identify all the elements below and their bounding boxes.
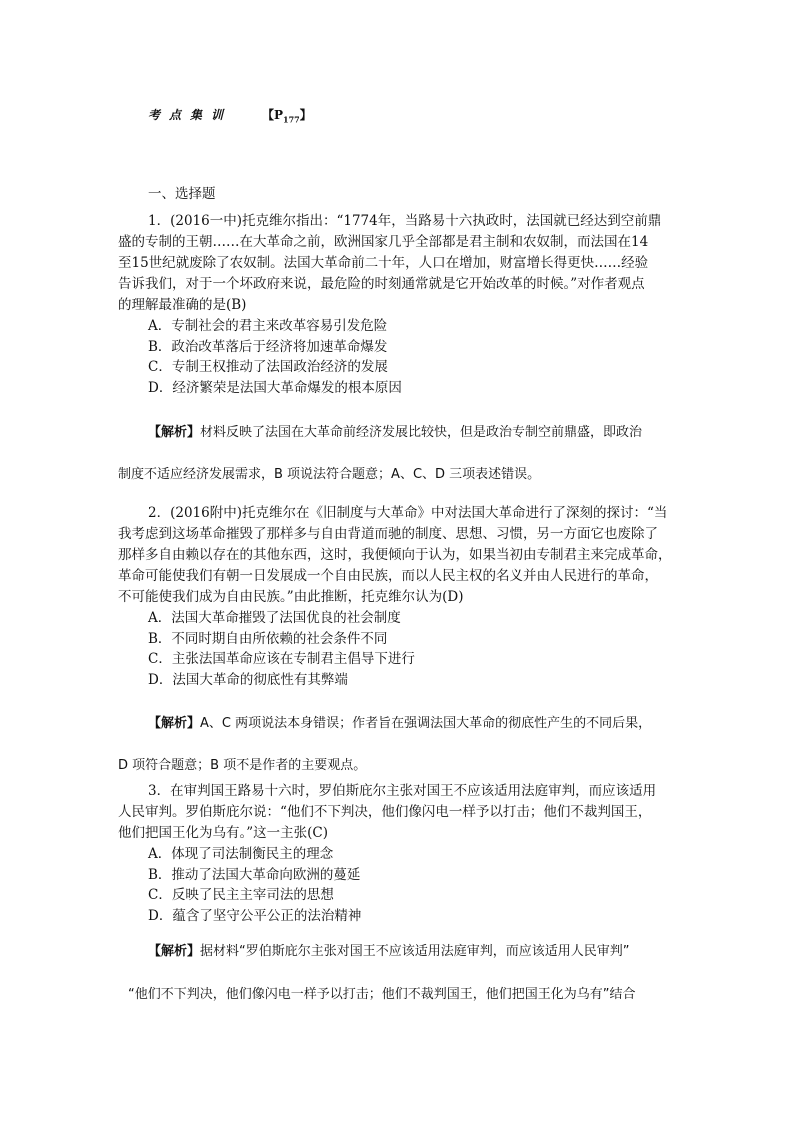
option-b: B．不同时期自由所依赖的社会条件不同 xyxy=(148,630,388,647)
analysis-tag: 【解析】 xyxy=(148,425,201,440)
page-reference: 【$P_{177}$】 xyxy=(262,108,312,125)
question-stem-line: 革命可能使我们有朝一日发展成一个自由民族，而以人民主权的名义并由人民进行的革命， xyxy=(118,568,658,584)
option-c: C．主张法国革命应该在专制君主倡导下进行 xyxy=(148,651,415,667)
analysis-text: D 项符合题意；B 项不是作者的主要观点。 xyxy=(118,758,367,773)
question-stem-line: 1．(2016一中)托克维尔指出：“1774年，当路易十六执政时，法国就已经达到空前鼎 xyxy=(148,213,662,229)
option-a: A．体现了司法制衡民主的理念 xyxy=(148,846,334,862)
analysis-2 xyxy=(118,712,678,773)
option-a: A．专制社会的君主来改革容易引发危险 xyxy=(148,318,388,334)
option-a: A．法国大革命摧毁了法国优良的社会制度 xyxy=(148,610,401,626)
question-3 xyxy=(118,781,678,926)
header-title: 考点集训 xyxy=(148,108,233,122)
option-c: C．专制王权推动了法国政治经济的发展 xyxy=(148,359,388,375)
question-stem-line: 我考虑到这场革命摧毁了那样多与自由背道而驰的制度、思想、习惯，另一方面它也废除了 xyxy=(118,526,658,542)
option-c: C．反映了民主主宰司法的思想 xyxy=(148,887,334,903)
section-title: 一、选择题 xyxy=(148,186,216,202)
analysis-text: 制度不适应经济发展需求，B 项说法符合题意；A、C、D 三项表述错误。 xyxy=(118,467,541,482)
analysis-text: 据材料“罗伯斯庇尔主张对国王不应该适用法庭审判，而应该适用人民审判” xyxy=(200,944,630,959)
question-stem-line: 他们把国王化为乌有。”这一主张(C) xyxy=(118,825,329,841)
option-b: B．推动了法国大革命向欧洲的蔓延 xyxy=(148,866,361,883)
question-stem-line: 的理解最准确的是(B) xyxy=(118,297,247,313)
option-b: B．政治改革落后于经济将加速革命爆发 xyxy=(148,338,388,355)
question-stem-line: 2．(2016附中)托克维尔在《旧制度与大革命》中对法国大革命进行了深刻的探讨：“当 xyxy=(148,505,668,521)
analysis-text: A、C 两项说法本身错误；作者旨在强调法国大革命的彻底性产生的不同后果， xyxy=(200,716,652,731)
analysis-1 xyxy=(118,421,678,482)
analysis-tag: 【解析】 xyxy=(148,716,201,731)
question-1 xyxy=(118,211,678,398)
analysis-text: “他们不下判决，他们像闪电一样予以打击；他们不裁判国王，他们把国王化为乌有”结合 xyxy=(128,987,636,1002)
question-stem-line: 盛的专制的王朝……在大革命之前，欧洲国家几乎全部都是君主制和农奴制，而法国在14 xyxy=(118,234,649,250)
question-stem-line: 人民审判。罗伯斯庇尔说：“他们不下判决，他们像闪电一样予以打击；他们不裁判国王， xyxy=(118,804,652,820)
question-stem-line: 那样多自由赖以存在的其他东西，这时，我便倾向于认为，如果当初由专制君主来完成革命， xyxy=(118,547,672,563)
analysis-tag: 【解析】 xyxy=(148,944,201,959)
question-stem-line: 至15世纪就废除了农奴制。法国大革命前二十年，人口在增加，财富增长得更快……经验 xyxy=(118,255,649,271)
option-d: D．经济繁荣是法国大革命爆发的根本原因 xyxy=(148,379,402,396)
question-2 xyxy=(118,503,678,690)
analysis-3 xyxy=(118,940,678,1002)
question-stem-line: 不可能使我们成为自由民族。”由此推断，托克维尔认为(D) xyxy=(118,589,464,605)
section-header xyxy=(148,106,312,124)
analysis-text: 材料反映了法国在大革命前经济发展比较快，但是政治专制空前鼎盛，即政治 xyxy=(200,425,643,440)
question-stem-line: 告诉我们，对于一个坏政府来说，最危险的时刻通常就是它开始改革的时候。”对作者观点 xyxy=(118,276,645,292)
question-stem-line: 3．在审判国王路易十六时，罗伯斯庇尔主张对国王不应该适用法庭审判，而应该适用 xyxy=(148,783,657,799)
option-d: D．法国大革命的彻底性有其弊端 xyxy=(148,671,348,688)
option-d: D．蕴含了坚守公平公正的法治精神 xyxy=(148,907,362,924)
